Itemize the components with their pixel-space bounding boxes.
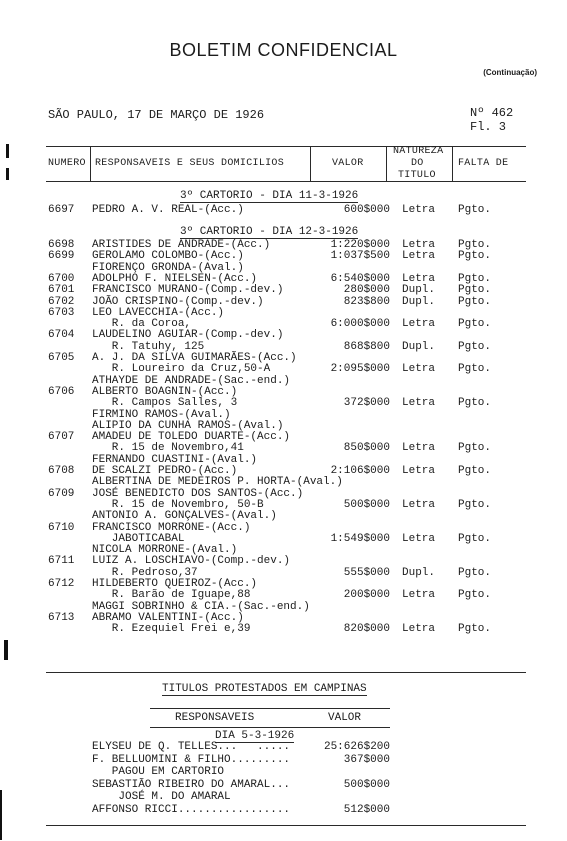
entry-party: PEDRO A. V. REAL-(Acc.) bbox=[92, 204, 244, 216]
entry-reason: Pgto. bbox=[458, 532, 492, 545]
entry-number: 6697 bbox=[48, 204, 75, 216]
entry-value: 868$800 bbox=[343, 340, 390, 353]
entry-number: 6711 bbox=[48, 555, 75, 568]
entry-party: A. J. DA SILVA GUIMARÃES-(Acc.) bbox=[92, 352, 297, 364]
entry-party: LAUDELINO AGUIAR-(Comp.-dev.) bbox=[92, 329, 284, 342]
entry-party: NICOLA MORRONE-(Aval.) bbox=[92, 544, 238, 557]
entry-party: JABOTICABAL bbox=[92, 532, 185, 545]
entry-title-type: Letra bbox=[402, 465, 436, 477]
entry-value: 823$800 bbox=[343, 295, 390, 308]
entry-title-type: Letra bbox=[402, 532, 436, 545]
entry-value: 200$000 bbox=[343, 589, 390, 602]
entry-title-type: Letra bbox=[402, 272, 436, 285]
entry-reason: Pgto. bbox=[458, 318, 492, 331]
table-top-rule bbox=[46, 146, 526, 147]
entry-reason: Pgto. bbox=[458, 397, 492, 410]
campinas-date: DIA 5-3-1926 bbox=[215, 730, 295, 742]
campinas-table-top bbox=[150, 708, 390, 709]
entry-value: 850$000 bbox=[343, 442, 390, 455]
header-responsaveis: RESPONSAVEIS E SEUS DOMICILIOS bbox=[95, 158, 285, 169]
column-divider bbox=[452, 146, 453, 182]
header-natureza: NATUREZA bbox=[393, 146, 444, 157]
entry-party: AMADEU DE TOLEDO DUARTE-(Acc.) bbox=[92, 431, 291, 444]
entry-number: 6702 bbox=[48, 295, 75, 308]
entry-reason: Pgto. bbox=[458, 250, 492, 263]
campinas-value: 512$000 bbox=[343, 803, 390, 816]
campinas-party: AFFONSO RICCI................. bbox=[92, 803, 291, 816]
entry-party: ALBERTO BOAGNIN-(Acc.) bbox=[92, 385, 238, 398]
campinas-value: 25:626$200 bbox=[323, 741, 390, 753]
entry-number: 6701 bbox=[48, 284, 75, 297]
campinas-party: JOSÉ M. DO AMARAL bbox=[92, 791, 231, 803]
entry-title-type: Dupl. bbox=[402, 295, 436, 308]
entry-party: ATHAYDE DE ANDRADE-(Sac.-end.) bbox=[92, 374, 291, 387]
entry-value: 600$000 bbox=[343, 204, 390, 216]
section-heading: 3º CARTORIO - DIA 12-3-1926 bbox=[180, 226, 359, 238]
entry-party: R. Barão de Iguape,88 bbox=[92, 589, 251, 602]
header-natureza: DO bbox=[411, 158, 424, 169]
entry-value: 6:000$000 bbox=[330, 318, 390, 331]
campinas-title: TITULOS PROTESTADOS EM CAMPINAS bbox=[162, 683, 367, 695]
entry-party: FERNANDO CUASTINI-(Aval.) bbox=[92, 453, 258, 466]
entry-party: FRANCISCO MURANO-(Comp.-dev.) bbox=[92, 284, 284, 297]
document-title: BOLETIM CONFIDENCIAL bbox=[169, 40, 398, 60]
section-heading: 3º CARTORIO - DIA 11-3-1926 bbox=[180, 190, 359, 202]
entry-title-type: Letra bbox=[402, 363, 436, 376]
continuation-label: (Continuação) bbox=[483, 68, 537, 77]
entry-party: LUIZ A. LOSCHIAVO-(Comp.-dev.) bbox=[92, 555, 291, 568]
campinas-party: SEBASTIÃO RIBEIRO DO AMARAL... bbox=[92, 778, 291, 791]
entry-party: ABRAMO VALENTINI-(Acc.) bbox=[92, 611, 244, 624]
entry-party: JOÃO CRISPINO-(Comp.-dev.) bbox=[92, 295, 264, 308]
entry-reason: Pgto. bbox=[458, 239, 492, 251]
column-divider bbox=[90, 146, 91, 182]
entry-party: HILDEBERTO QUEIROZ-(Acc.) bbox=[92, 578, 258, 590]
entry-party: DE SCALZI PEDRO-(Acc.) bbox=[92, 465, 238, 477]
entry-party: ALBERTINA DE MEDEIROS P. HORTA-(Aval.) bbox=[92, 476, 343, 489]
entry-party: R. Pedroso,37 bbox=[92, 566, 198, 579]
entry-number: 6699 bbox=[48, 250, 75, 263]
header-falta: FALTA DE bbox=[458, 158, 509, 169]
entry-party: R. Ezequiel Frei e,39 bbox=[92, 623, 251, 636]
entry-title-type: Dupl. bbox=[402, 284, 436, 297]
entry-party: ALIPIO DA CUNHA RAMOS-(Aval.) bbox=[92, 419, 284, 432]
entry-title-type: Letra bbox=[402, 250, 436, 263]
scan-mark bbox=[4, 640, 8, 660]
entry-party: FIORENÇO GRONDA-(Aval.) bbox=[92, 261, 244, 274]
campinas-party: ELYSEU DE Q. TELLES... ..... bbox=[92, 741, 291, 753]
entry-title-type: Letra bbox=[402, 204, 436, 216]
sheet-number: Fl. 3 bbox=[470, 120, 507, 134]
entry-reason: Pgto. bbox=[458, 295, 492, 308]
entry-number: 6698 bbox=[48, 239, 75, 251]
entry-number: 6709 bbox=[48, 487, 75, 500]
entry-title-type: Dupl. bbox=[402, 340, 436, 353]
entry-title-type: Dupl. bbox=[402, 566, 436, 579]
entry-number: 6710 bbox=[48, 521, 75, 534]
entry-party: GEROLAMO COLOMBO-(Acc.) bbox=[92, 250, 244, 263]
entry-number: 6707 bbox=[48, 431, 75, 444]
entry-reason: Pgto. bbox=[458, 284, 492, 297]
entry-reason: Pgto. bbox=[458, 363, 492, 376]
entry-party: R. Campos Salles, 3 bbox=[92, 397, 238, 410]
entry-party: R. da Coroa, bbox=[92, 318, 192, 331]
entry-value: 1:037$500 bbox=[330, 250, 390, 263]
entry-party: R. 15 de Novembro, 50-B bbox=[92, 498, 264, 511]
campinas-party: PAGOU EM CARTORIO bbox=[92, 766, 225, 778]
scan-mark bbox=[0, 790, 2, 840]
column-divider bbox=[386, 146, 387, 182]
entry-number: 6700 bbox=[48, 272, 75, 285]
table-header-rule bbox=[46, 181, 526, 182]
entry-title-type: Letra bbox=[402, 397, 436, 410]
bottom-rule bbox=[46, 825, 526, 826]
entry-number: 6704 bbox=[48, 329, 75, 342]
entry-party: FIRMINO RAMOS-(Aval.) bbox=[92, 408, 231, 421]
campinas-header-responsaveis: RESPONSAVEIS bbox=[175, 712, 255, 724]
column-divider bbox=[310, 146, 311, 182]
entry-value: 280$000 bbox=[343, 284, 390, 297]
entry-reason: Pgto. bbox=[458, 589, 492, 602]
entry-title-type: Letra bbox=[402, 239, 436, 251]
entry-party: MAGGI SOBRINHO & CIA.-(Sac.-end.) bbox=[92, 600, 310, 613]
bulletin-number: Nº 462 bbox=[470, 106, 514, 120]
entry-reason: Pgto. bbox=[458, 498, 492, 511]
entry-title-type: Letra bbox=[402, 442, 436, 455]
entry-title-type: Letra bbox=[402, 589, 436, 602]
entry-title-type: Letra bbox=[402, 623, 436, 636]
entry-value: 1:220$000 bbox=[330, 239, 390, 251]
entry-value: 555$000 bbox=[343, 566, 390, 579]
entry-number: 6713 bbox=[48, 611, 75, 624]
entry-party: ANTONIO A. GONÇALVES-(Aval.) bbox=[92, 510, 277, 523]
entry-value: 2:095$000 bbox=[330, 363, 390, 376]
entry-party: FRANCISCO MORRONE-(Acc.) bbox=[92, 521, 251, 534]
entry-number: 6703 bbox=[48, 306, 75, 319]
entry-number: 6705 bbox=[48, 352, 75, 364]
entry-value: 6:540$000 bbox=[330, 272, 390, 285]
entry-party: R. Tatuhy, 125 bbox=[92, 340, 205, 353]
scan-mark bbox=[6, 168, 9, 180]
campinas-party: F. BELLUOMINI & FILHO......... bbox=[92, 753, 291, 766]
entry-value: 372$000 bbox=[343, 397, 390, 410]
entry-value: 2:106$000 bbox=[330, 465, 390, 477]
campinas-value: 367$000 bbox=[343, 753, 390, 766]
entry-reason: Pgto. bbox=[458, 566, 492, 579]
header-numero: NUMERO bbox=[48, 158, 86, 169]
entry-party: JOSÉ BENEDICTO DOS SANTOS-(Acc.) bbox=[92, 487, 304, 500]
entry-number: 6712 bbox=[48, 578, 75, 590]
scan-mark bbox=[6, 144, 9, 158]
entry-party: ADOLPHO F. NIELSEN-(Acc.) bbox=[92, 272, 258, 285]
entry-value: 820$000 bbox=[343, 623, 390, 636]
entry-party: ARISTIDES DE ANDRADE-(Acc.) bbox=[92, 239, 271, 251]
entry-number: 6708 bbox=[48, 465, 75, 477]
entry-reason: Pgto. bbox=[458, 204, 492, 216]
entry-reason: Pgto. bbox=[458, 465, 492, 477]
place-date: SÃO PAULO, 17 DE MARÇO DE 1926 bbox=[48, 108, 265, 122]
entry-reason: Pgto. bbox=[458, 340, 492, 353]
entry-reason: Pgto. bbox=[458, 272, 492, 285]
entry-title-type: Letra bbox=[402, 498, 436, 511]
entry-reason: Pgto. bbox=[458, 442, 492, 455]
campinas-header-rule bbox=[150, 727, 390, 728]
entry-party: R. Loureiro da Cruz,50-A bbox=[92, 363, 271, 376]
entry-title-type: Letra bbox=[402, 318, 436, 331]
entry-number: 6706 bbox=[48, 385, 75, 398]
campinas-header-valor: VALOR bbox=[328, 712, 362, 724]
header-natureza: TITULO bbox=[398, 170, 436, 181]
entry-value: 500$000 bbox=[343, 498, 390, 511]
entry-party: R. 15 de Novembro,41 bbox=[92, 442, 244, 455]
header-valor: VALOR bbox=[332, 158, 364, 169]
campinas-value: 500$000 bbox=[343, 778, 390, 791]
entry-party: LEO LAVECCHIA-(Acc.) bbox=[92, 306, 225, 319]
entry-value: 1:549$000 bbox=[330, 532, 390, 545]
entry-reason: Pgto. bbox=[458, 623, 492, 636]
section-separator bbox=[46, 672, 526, 673]
